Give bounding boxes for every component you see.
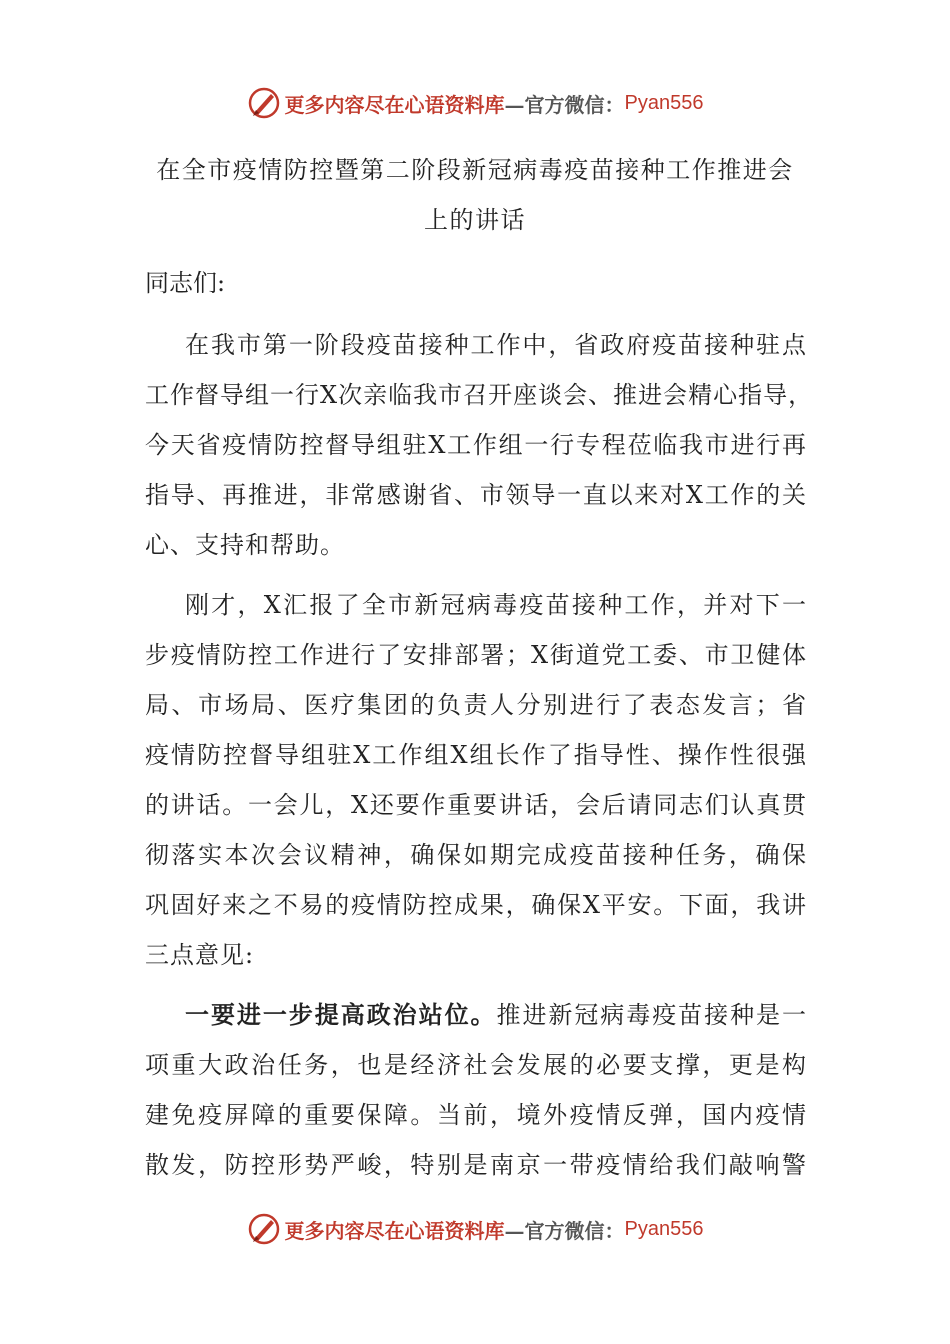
banner-wechat-id: Pyan556 [624,91,704,114]
paragraph-2-line: 三点意见: [145,941,255,969]
banner-site-name: 更多内容尽在心语资料库 [284,92,505,117]
paragraph-1-line: 在我市第一阶段疫苗接种工作中，省政府疫苗接种驻点 [185,331,807,359]
paragraph-2-line: 步疫情防控工作进行了安排部署；X街道党工委、市卫健体 [145,641,807,669]
paragraph-3-heading: 一要进一步提高政治站位。 [185,1000,497,1029]
banner-wechat-id: Pyan556 [624,1217,704,1240]
pen-logo-icon [247,86,281,120]
paragraph-2-line: 彻落实本次会议精神，确保如期完成疫苗接种任务，确保 [145,841,807,869]
paragraph-2-line: 巩固好来之不易的疫情防控成果，确保X平安。下面，我讲 [145,891,807,919]
paragraph-3-line: 建免疫屏障的重要保障。当前，境外疫情反弹，国内疫情 [145,1101,807,1129]
paragraph-1-line: 今天省疫情防控督导组驻X工作组一行专程莅临我市进行再 [145,431,807,459]
pen-logo-icon [247,1212,281,1246]
document-title-line-2: 上的讲话 [424,206,526,234]
paragraph-3-line [185,1000,807,1030]
paragraph-2-line: 局、市场局、医疗集团的负责人分别进行了表态发言；省 [145,691,807,719]
banner-wechat-label: —官方微信： [504,1218,625,1243]
banner-site-name: 更多内容尽在心语资料库 [284,1218,505,1243]
salutation: 同志们: [145,269,226,297]
paragraph-2-line: 刚才，X汇报了全市新冠病毒疫苗接种工作，并对下一 [185,591,807,619]
paragraph-2-line: 疫情防控督导组驻X工作组X组长作了指导性、操作性很强 [145,741,807,769]
paragraph-1-line: 工作督导组一行X次亲临我市召开座谈会、推进会精心指导， [145,381,814,409]
banner-wechat-label: —官方微信： [504,92,625,117]
header-watermark-banner [0,83,950,123]
paragraph-1-line: 心、支持和帮助。 [145,531,345,559]
document-title-line-1: 在全市疫情防控暨第二阶段新冠病毒疫苗接种工作推进会 [156,156,794,184]
paragraph-3-text: 推进新冠病毒疫苗接种是一 [496,1001,808,1029]
paragraph-3-line: 散发，防控形势严峻，特别是南京一带疫情给我们敲响警 [145,1151,807,1179]
paragraph-3-line: 项重大政治任务，也是经济社会发展的必要支撑，更是构 [145,1051,807,1079]
paragraph-2-line: 的讲话。一会儿，X还要作重要讲话，会后请同志们认真贯 [145,791,807,819]
footer-watermark-banner [0,1209,950,1249]
paragraph-1-line: 指导、再推进，非常感谢省、市领导一直以来对X工作的关 [145,481,807,509]
